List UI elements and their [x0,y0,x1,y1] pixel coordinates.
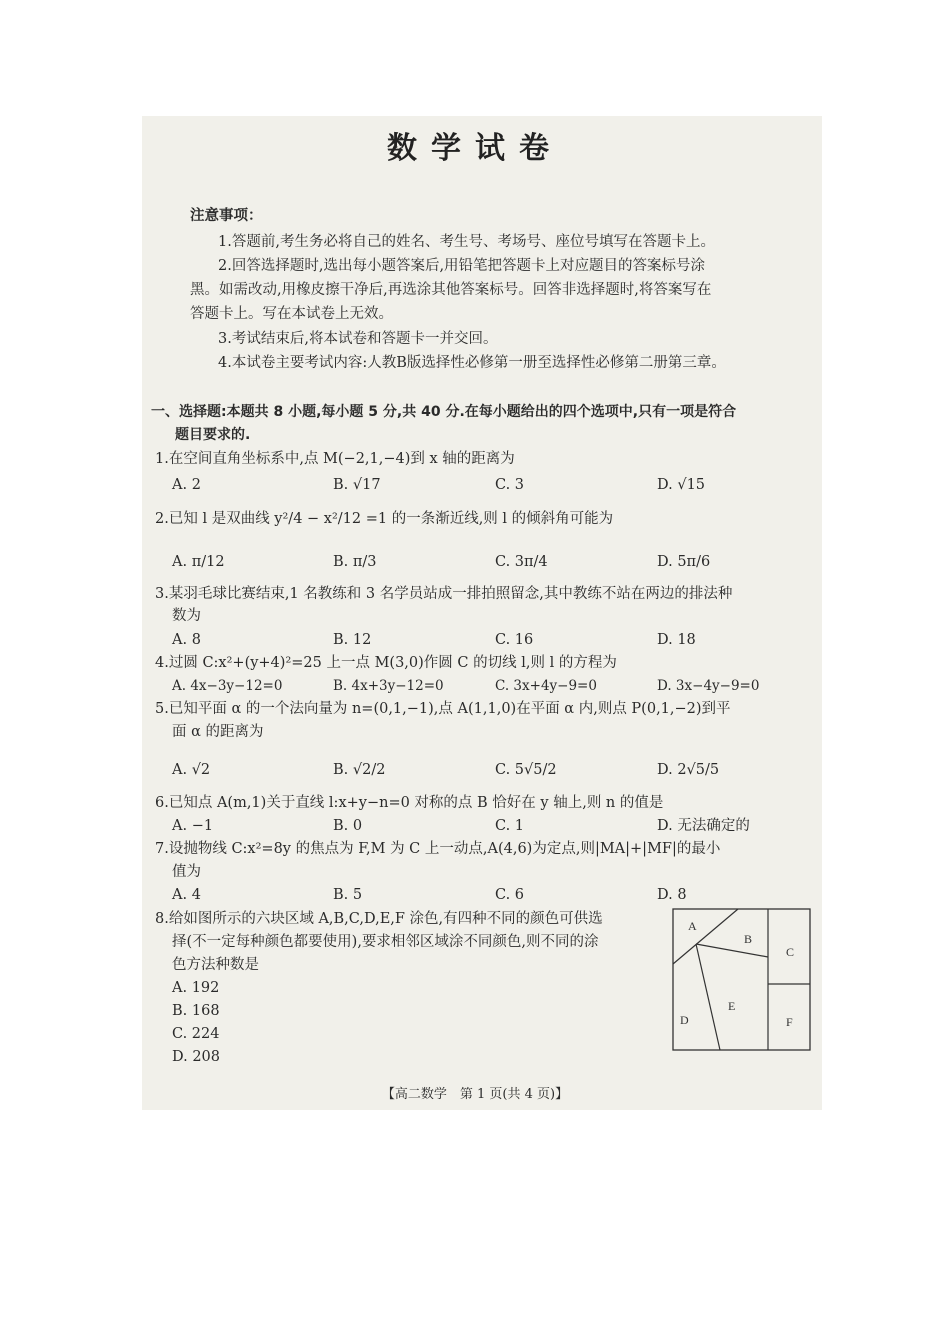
question-5-option-d: D. 2√5/5 [657,762,720,778]
region-label-c: C [786,945,795,959]
region-label-e: E [728,999,736,1013]
question-4-option-d: D. 3x−4y−9=0 [657,678,760,694]
question-1-stem: 1.在空间直角坐标系中,点 M(−2,1,−4)到 x 轴的距离为 [155,451,515,467]
question-7-option-c: C. 6 [495,887,525,903]
question-6-option-a: A. −1 [172,818,214,834]
question-7-stem: 7.设抛物线 C:x²=8y 的焦点为 F,M 为 C 上一动点,A(4,6)为定点,则|MA|+|MF|的最小 [155,841,721,857]
question-1-option-d: D. √15 [657,477,706,493]
question-6-option-c: C. 1 [495,818,525,834]
section-heading: 一、选择题:本题共 8 小题,每小题 5 分,共 40 分.在每小题给出的四个选项中,只有一项是符合 [151,404,737,420]
question-7-option-d: D. 8 [657,887,687,903]
question-2-stem: 2.已知 l 是双曲线 y²/4 − x²/12 =1 的一条渐近线,则 l 的倾斜角可能为 [155,511,614,527]
question-4-option-a: A. 4x−3y−12=0 [172,678,283,694]
question-3-option-a: A. 8 [172,632,201,648]
region-label-d: D [680,1013,689,1027]
question-5-option-c: C. 5√5/2 [495,762,557,778]
question-7-stem-cont: 值为 [172,864,201,880]
question-2-option-c: C. 3π/4 [495,554,548,570]
question-7-option-a: A. 4 [172,887,201,903]
page-title: 数学试卷 [387,131,563,166]
notice-line: 答题卡上。写在本试卷上无效。 [190,306,393,322]
question-3-option-d: D. 18 [657,632,696,648]
question-5-stem-cont: 面 α 的距离为 [172,724,264,740]
question-4-stem: 4.过圆 C:x²+(y+4)²=25 上一点 M(3,0)作圆 C 的切线 l,则 l 的方程为 [155,655,617,671]
region-label-f: F [786,1015,793,1029]
question-1-option-c: C. 3 [495,477,525,493]
notice-line: 2.回答选择题时,选出每小题答案后,用铅笔把答题卡上对应题目的答案标号涂 [218,258,706,274]
region-label-a: A [688,919,697,933]
notice-line: 1.答题前,考生务必将自己的姓名、考生号、考场号、座位号填写在答题卡上。 [218,234,715,250]
question-8-option-a: A. 192 [172,980,220,996]
question-3-stem-cont: 数为 [172,608,201,624]
question-8-stem-cont: 色方法种数是 [172,957,259,973]
question-4-option-c: C. 3x+4y−9=0 [495,678,597,694]
notice-line: 3.考试结束后,将本试卷和答题卡一并交回。 [218,331,498,347]
question-2-option-b: B. π/3 [333,554,377,570]
question-3-option-c: C. 16 [495,632,534,648]
question-2-option-d: D. 5π/6 [657,554,711,570]
question-8-option-c: C. 224 [172,1026,220,1042]
page-footer: 【高二数学 第 1 页(共 4 页)】 [381,1087,569,1102]
figure-line [673,909,738,964]
question-6-option-d: D. 无法确定的 [657,818,750,834]
section-heading-cont: 题目要求的. [175,427,251,443]
notice-line: 黑。如需改动,用橡皮擦干净后,再选涂其他答案标号。回答非选择题时,将答案写在 [190,282,712,298]
question-5-option-a: A. √2 [172,762,211,778]
question-8-option-d: D. 208 [172,1049,221,1065]
question-3-stem: 3.某羽毛球比赛结束,1 名教练和 3 名学员站成一排拍照留念,其中教练不站在两边的排法种 [155,586,733,602]
question-8-option-b: B. 168 [172,1003,220,1019]
notice-line: 4.本试卷主要考试内容:人教B版选择性必修第一册至选择性必修第二册第三章。 [218,355,726,371]
question-4-option-b: B. 4x+3y−12=0 [333,678,444,694]
question-7-option-b: B. 5 [333,887,363,903]
question-6-option-b: B. 0 [333,818,363,834]
question-3-option-b: B. 12 [333,632,372,648]
question-5-stem: 5.已知平面 α 的一个法向量为 n=(0,1,−1),点 A(1,1,0)在平面 α 内,则点 P(0,1,−2)到平 [155,701,731,717]
question-8-stem: 8.给如图所示的六块区域 A,B,C,D,E,F 涂色,有四种不同的颜色可供选 [155,911,603,927]
question-8-stem-cont: 择(不一定每种颜色都要使用),要求相邻区域涂不同颜色,则不同的涂 [172,934,599,950]
question-1-option-a: A. 2 [172,477,201,493]
question-1-option-b: B. √17 [333,477,381,493]
region-label-b: B [744,932,753,946]
figure-line [696,944,768,957]
question-6-stem: 6.已知点 A(m,1)关于直线 l:x+y−n=0 对称的点 B 恰好在 y 轴上,则 n 的值是 [155,795,664,811]
question-5-option-b: B. √2/2 [333,762,386,778]
notice-heading: 注意事项： [190,208,263,224]
figure-line [696,944,720,1050]
question-2-option-a: A. π/12 [172,554,225,570]
region-coloring-figure [672,908,812,1052]
